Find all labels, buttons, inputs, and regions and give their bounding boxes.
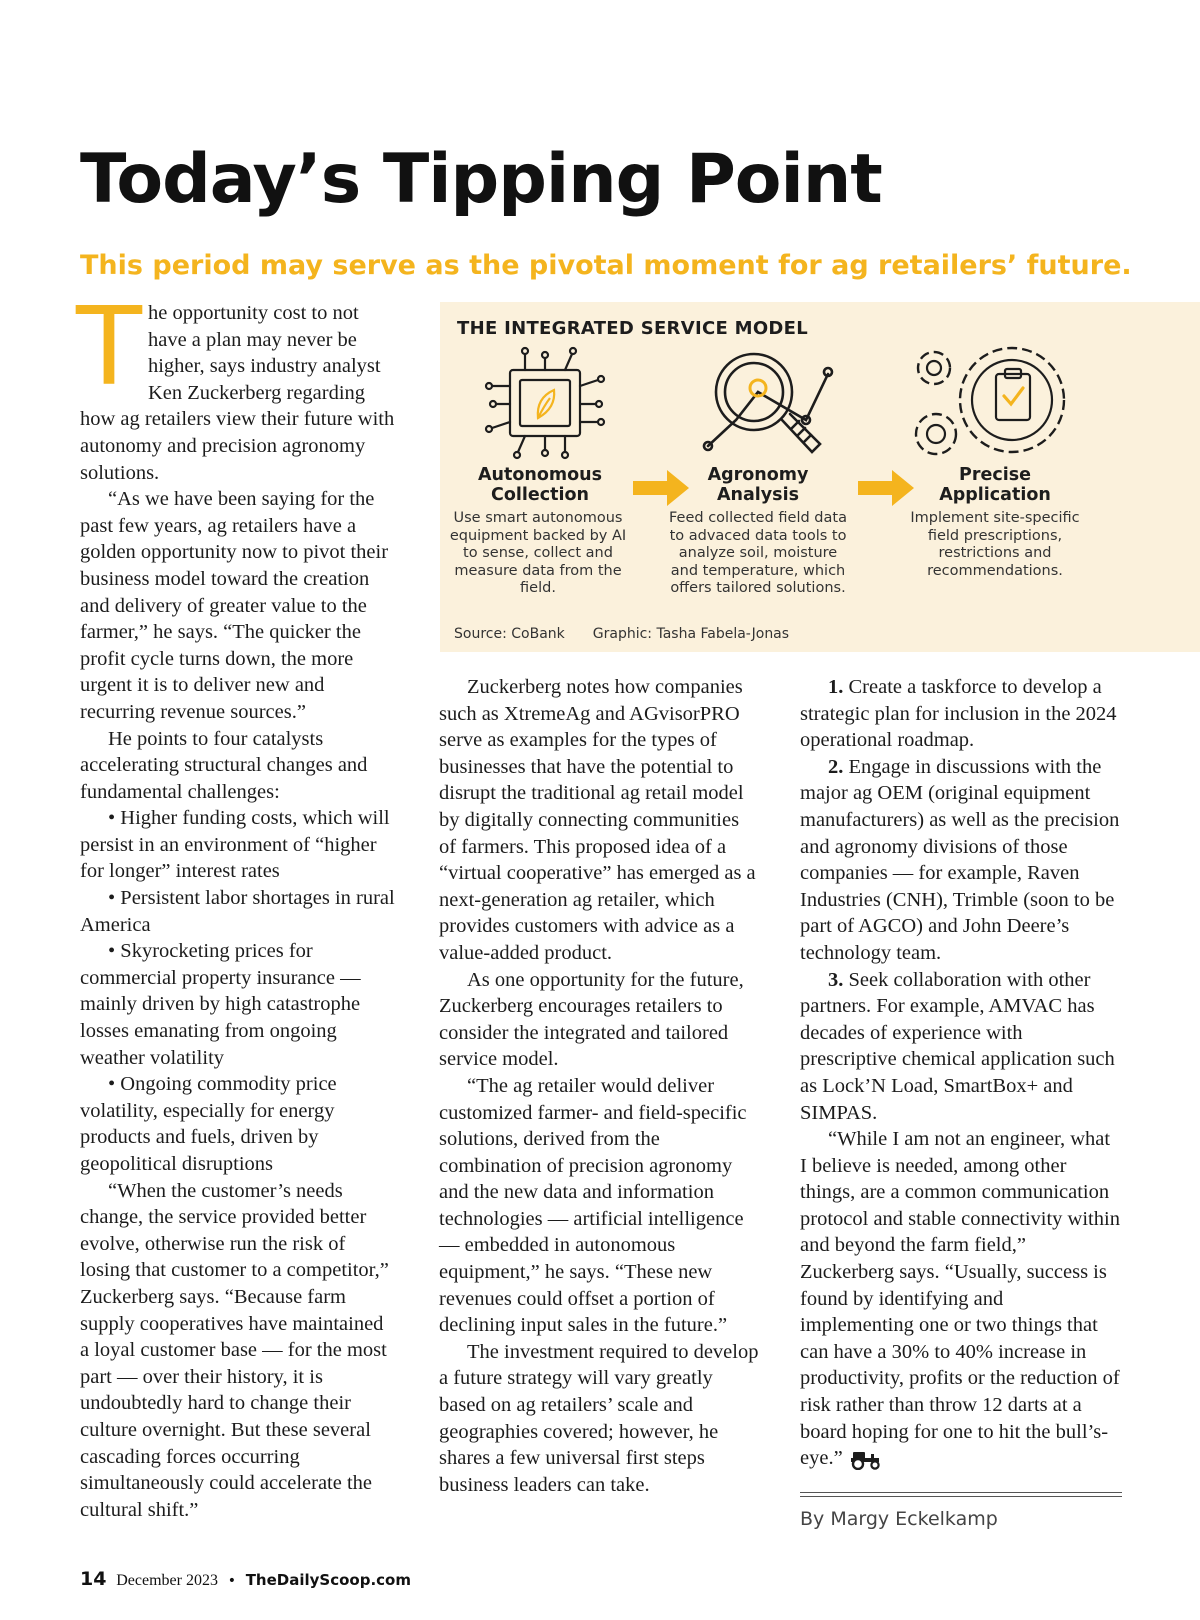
paragraph: “As we have been saying for the past few years, ag retailers have a golden opportunity now to pivot their business model toward the creation and delivery of greater value to the farmer,” he says. “The quicker the profit cycle turns down, the more urgent it is to deliver new and recurring revenue sources.” <box>80 488 389 723</box>
magnifier-chart-icon <box>702 344 842 464</box>
bullet-item: • Ongoing commodity price volatility, especially for energy products and fuels, driven by geopolitical disruptions <box>80 1073 337 1175</box>
paragraph: Zuckerberg notes how companies such as XtremeAg and AGvisorPRO serve as examples for the types of businesses that have the potential to disrupt the traditional ag retail model by digitally connecting communities of farmers. This proposed idea of a “virtual cooperative” has emerged as a next-generation ag retailer, which provides customers with advice as a value-added product. <box>439 676 756 964</box>
paragraph: “When the customer’s needs change, the service provided better evolve, otherwise run the risk of losing that customer to a competitor,” Zuckerberg says. “Because farm supply cooperatives have maintained a loyal customer base — for the most part — over their history, it is undoubtedly hard to change their culture overnight. But these several cascading forces occurring simultaneously could accelerate the cultural shift.” <box>80 1179 389 1521</box>
footer-bullet: • <box>227 1573 236 1589</box>
article-title: Today’s Tipping Point <box>80 140 882 219</box>
step-number: 3. <box>828 968 844 991</box>
infographic-credits <box>454 626 789 642</box>
paragraph: “While I am not an engineer, what I believe is needed, among other things, are a common communication protocol and stable connectivity within and beyond the farm field,” Zuckerberg says. “Usually, success is found by identifying and implementing one or two things that can have a 30% to 40% increase in productivity, profits or the reduction of risk rather than throw 12 darts at a board hoping for one to hit the bull’s-eye.” <box>800 1128 1120 1470</box>
bullet-item: • Higher funding costs, which will persist in an environment of “higher for longer” interest rates <box>80 807 390 883</box>
byline-divider <box>800 1496 1122 1497</box>
circuit-chip-icon <box>480 344 610 464</box>
article-subtitle: This period may serve as the pivotal moment for ag retailers’ future. <box>80 250 1132 281</box>
page-number: 14 <box>80 1568 107 1590</box>
step-heading-autonomous-collection: Autonomous Collection <box>477 465 602 505</box>
paragraph: The investment required to develop a future strategy will vary greatly based on ag retailers’ scale and geographies covered; however, he shares a few universal first steps business leaders can take. <box>439 1340 759 1496</box>
bullet-item: • Skyrocketing prices for commercial property insurance — mainly driven by high catastrophe losses emanating from ongoing weather volatility <box>80 940 361 1069</box>
step-number: 2. <box>828 755 844 778</box>
step-heading-precise-application: Precise Application <box>939 465 1051 505</box>
drop-cap: T <box>76 285 142 410</box>
arrow-right-icon <box>633 470 689 506</box>
numbered-step: 2. Engage in discussions with the major ag OEM (original equipment manufacturers) as well as the precision and agronomy divisions of those companies — for example, Raven Industries (CNH), Trimble (soon to be part of AGCO) and John Deere’s technology team. <box>800 755 1120 964</box>
arrow-right-icon <box>858 470 914 506</box>
body-column-2 <box>439 674 761 1498</box>
numbered-step: 3. Seek collaboration with other partners. For example, AMVAC has decades of experience with prescriptive chemical application such as Lock’N Load, SmartBox+ and SIMPAS. <box>800 968 1115 1124</box>
page-footer <box>80 1568 411 1590</box>
bullet-item: • Persistent labor shortages in rural America <box>80 887 395 936</box>
paragraph-text: he opportunity cost to not have a plan may never be higher, says industry analyst Ken Zuckerberg regarding how ag retailers view their future with autonomy and precision agronomy solutions. <box>80 302 395 484</box>
step-heading-agronomy-analysis: Agronomy Analysis <box>707 465 809 505</box>
step-description: Use smart autonomous equipment backed by AI to sense, collect and measure data from the field. <box>449 510 627 596</box>
step-number: 1. <box>828 676 844 698</box>
issue-date: December 2023 <box>116 1572 218 1589</box>
paragraph: “The ag retailer would deliver customized farmer- and field-specific solutions, derived from the combination of precision agronomy and the new data and information technologies — artificial intelligence — embedded in autonomous equipment,” he says. “These new revenues could offset a portion of declining input sales in the future.” <box>439 1074 747 1337</box>
tractor-end-icon <box>849 1450 883 1470</box>
body-column-3 <box>800 674 1122 1472</box>
byline-divider <box>800 1492 1122 1493</box>
integrated-service-model-graphic <box>440 302 1200 652</box>
paragraph: As one opportunity for the future, Zuckerberg encourages retailers to consider the integrated and tailored service model. <box>439 968 744 1071</box>
website-link[interactable]: TheDailyScoop.com <box>245 1571 411 1589</box>
source-credit: Source: CoBank <box>454 626 565 642</box>
byline: By Margy Eckelkamp <box>800 1508 998 1530</box>
infographic-title: THE INTEGRATED SERVICE MODEL <box>457 318 809 339</box>
paragraph: He points to four catalysts accelerating structural changes and fundamental challenges: <box>80 727 368 803</box>
gears-clipboard-icon <box>912 338 1082 468</box>
step-description: Implement site-specific field prescriptions, restrictions and recommendations. <box>910 510 1080 579</box>
graphic-credit: Graphic: Tasha Fabela-Jonas <box>592 626 790 642</box>
step-description: Feed collected field data to advaced data tools to analyze soil, moisture and temperature, which offers tailored solutions. <box>669 510 847 596</box>
numbered-step: 1. Create a taskforce to develop a strategic plan for inclusion in the 2024 operational roadmap. <box>800 676 1117 752</box>
paragraph <box>76 285 396 486</box>
body-column-1 <box>76 285 396 1523</box>
